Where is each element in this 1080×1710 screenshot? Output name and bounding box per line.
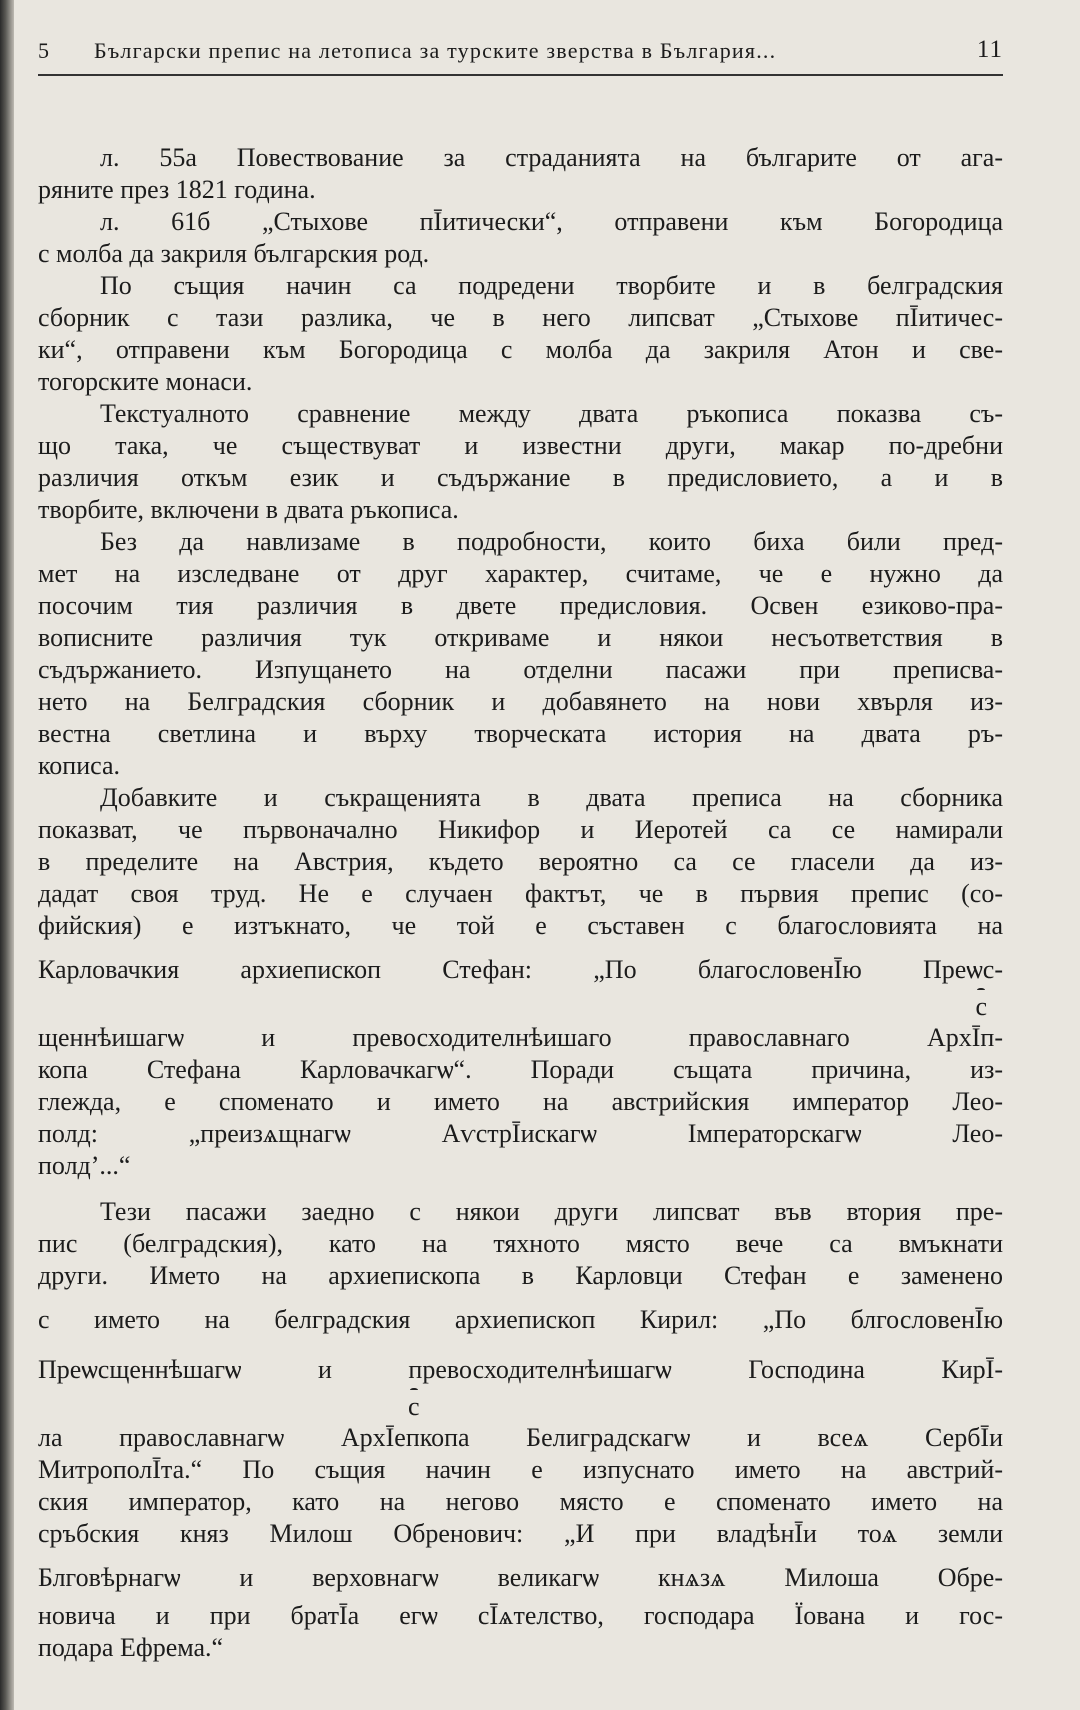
text-line: нето на Белградския сборник и добавянето на нови хвърля из- <box>38 687 1003 716</box>
text-line: Карловачкия архиепископ Стефан: „По благословенĪю Преѡс- <box>38 955 1003 984</box>
document-page <box>38 30 1003 1690</box>
text-line: тогорските монаси. <box>38 367 253 396</box>
text-line: посочим тия различия в двете предисловия. Освен езиково-пра- <box>38 591 1003 620</box>
text-line: л. 61б „Стыхове пĪитически“, отправени към Богородица <box>100 207 1003 236</box>
text-line: Без да навлизаме в подробности, които биха били пред- <box>100 527 1003 556</box>
text-line: дадат своя труд. Не е случаен фактът, че в първия препис (со- <box>38 879 1003 908</box>
text-line: Преѡсщеннѣшагѡ и превосходителнѣишагѡ Господина КирĪ- <box>38 1355 1003 1384</box>
text-line: вестна светлина и върху творческата история на двата ръ- <box>38 719 1003 748</box>
text-line: пис (белградския), като на тяхното място вече са вмъкнати <box>38 1229 1003 1258</box>
text-line: сръбския княз Милош Обренович: „И при владѣнĪи тоѧ земли <box>38 1519 1003 1548</box>
text-line: що така, че съществуват и известни други, макар по-дребни <box>38 431 1003 460</box>
text-line: в пределите на Австрия, където вероятно са се гласели да из- <box>38 847 1003 876</box>
running-header <box>38 30 1003 76</box>
text-line: с молба да закриля българския род. <box>38 239 430 268</box>
text-line: По същия начин са подредени творбите и в белградския <box>100 271 1003 300</box>
text-line: с името на белградския архиепископ Кирил: „По блгословенĪю <box>38 1305 1003 1334</box>
paragraph-gap <box>38 1182 1003 1196</box>
text-line: мет на изследване от друг характер, считаме, че е нужно да <box>38 559 1003 588</box>
text-line: глежда, е споменато и името на австрийския император Лео- <box>38 1087 1003 1116</box>
text-line: Добавките и съкращенията в двата преписа на сборника <box>100 783 1003 812</box>
text-line: полд: „преизѧщнагѡ АѵстрĪискагѡ Імператорскагѡ Лео- <box>38 1119 1003 1148</box>
text-line: Тези пасажи заедно с някои други липсват във втория пре- <box>100 1197 1003 1226</box>
text-line: подара Ефрема.“ <box>38 1633 224 1662</box>
text-line: Блговѣрнагѡ и верховнагѡ великагѡ кнѧзѧ Милоша Обре- <box>38 1563 1003 1592</box>
text-line: кописа. <box>38 751 121 780</box>
text-line: други. Името на архиепископа в Карловци Стефан е заменено <box>38 1261 1003 1290</box>
text-line: МитрополĪта.“ По същия начин е изпуснато името на австрий- <box>38 1455 1003 1484</box>
text-line: копа Стефана Карловачкагѡ“. Поради същата причина, из- <box>38 1055 1003 1084</box>
text-line: л. 55а Повествование за страданията на българите от ага- <box>100 143 1003 172</box>
text-line: сборник с тази разлика, че в него липсват „Стыхове пĪитичес- <box>38 303 1003 332</box>
chapter-number: 5 <box>38 38 50 63</box>
titlo-mark: с <box>975 992 987 1021</box>
text-line: съдържанието. Изпущането на отделни пасажи при преписва- <box>38 655 1003 684</box>
text-line: ки“, отправени към Богородица с молба да закриля Атон и све- <box>38 335 1003 364</box>
text-line: щеннѣишагѡ и превосходителнѣишаго православнаго АрхĪп- <box>38 1023 1003 1052</box>
body-text <box>38 142 1003 1664</box>
text-line: показват, че първоначално Никифор и Иеротей са се намирали <box>38 815 1003 844</box>
titlo-mark: с <box>408 1392 420 1421</box>
text-line: ския император, като на негово място е споменато името на <box>38 1487 1003 1516</box>
superscript-abbreviation <box>38 992 1003 1022</box>
text-line: фийския) е изтъкнато, че той е съставен с благословията на <box>38 911 1003 940</box>
page-number: 11 <box>976 36 1003 63</box>
text-line: различия откъм език и съдържание в предисловието, а и в <box>38 463 1003 492</box>
text-line: полд’...“ <box>38 1151 131 1180</box>
text-line: творбите, включени в двата ръкописа. <box>38 495 459 524</box>
running-title: Български препис на летописа за турските зверства в България... <box>94 38 777 63</box>
text-line: ряните през 1821 година. <box>38 175 316 204</box>
book-spine-shadow <box>0 0 14 1710</box>
text-line: Текстуалното сравнение между двата ръкописа показва съ- <box>100 399 1003 428</box>
text-line: ла православнагѡ АрхĪепкопа Белиградскагѡ и всеѧ СербĪи <box>38 1423 1003 1452</box>
text-line: новича и при братĪа егѡ сĪѧтелство, господара Їована и гос- <box>38 1601 1003 1630</box>
text-line: вописните различия тук откриваме и някои несъответствия в <box>38 623 1003 652</box>
superscript-abbreviation <box>38 1392 1003 1422</box>
